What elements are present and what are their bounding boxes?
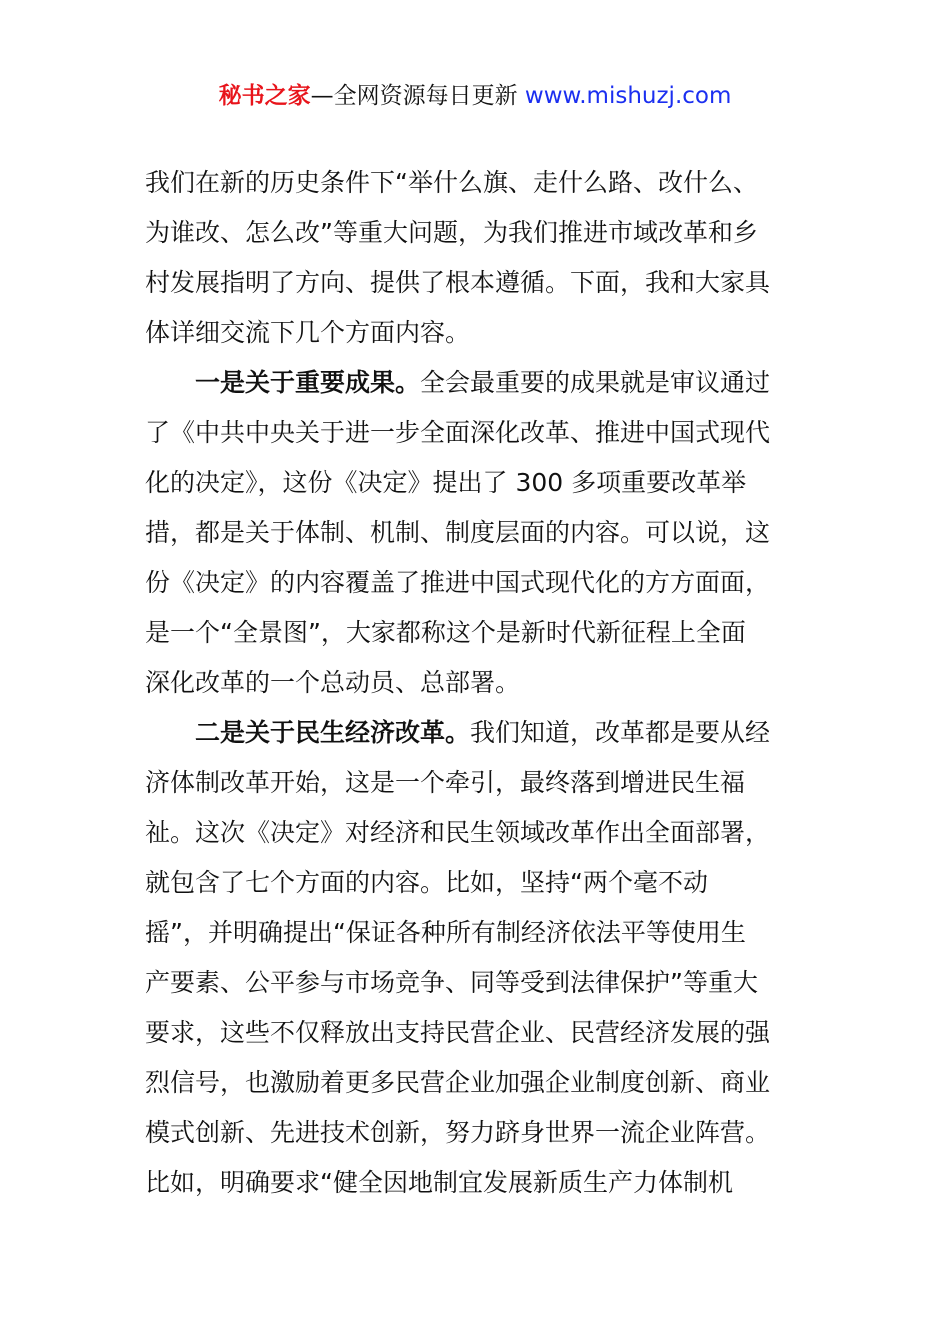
- text-line: 我们在新的历史条件下“举什么旗、走什么路、改什么、: [145, 168, 758, 197]
- text-line: 模式创新、先进技术创新，努力跻身世界一流企业阵营。: [145, 1118, 771, 1147]
- text-line: 摇”，并明确提出“保证各种所有制经济依法平等使用生: [145, 918, 746, 947]
- text-line: 是一个“全景图”，大家都称这个是新时代新征程上全面: [145, 618, 746, 647]
- text-line: 村发展指明了方向、提供了根本遵循。下面，我和大家具: [145, 268, 771, 297]
- text-line: 措，都是关于体制、机制、制度层面的内容。可以说，这: [145, 518, 771, 547]
- text-line: 深化改革的一个总动员、总部署。: [145, 668, 521, 697]
- text-line: 烈信号，也激励着更多民营企业加强企业制度创新、商业: [145, 1068, 771, 1097]
- text-line: 济体制改革开始，这是一个牵引，最终落到增进民生福: [145, 768, 746, 797]
- text-line: 体详细交流下几个方面内容。: [145, 318, 471, 347]
- site-url-link[interactable]: www.mishuzj.com: [524, 83, 732, 109]
- text-run: 我们知道，改革都是要从经: [470, 718, 771, 747]
- text-line: 份《决定》的内容覆盖了推进中国式现代化的方方面面，: [145, 568, 771, 597]
- page-header: [0, 80, 950, 112]
- text-line: 了《中共中央关于进一步全面深化改革、推进中国式现代: [145, 418, 771, 447]
- document-body: [145, 158, 785, 1208]
- text-line: 产要素、公平参与市场竞争、同等受到法律保护”等重大: [145, 968, 758, 997]
- paragraph-first-line: [145, 358, 785, 408]
- section-heading: 二是关于民生经济改革。: [195, 718, 471, 747]
- text-run: 全会最重要的成果就是审议通过: [420, 368, 771, 397]
- text-line: 化的决定》，这份《决定》提出了 300 多项重要改革举: [145, 468, 747, 497]
- header-tagline: —全网资源每日更新: [310, 83, 525, 109]
- text-line: 比如，明确要求“健全因地制宜发展新质生产力体制机: [145, 1168, 733, 1197]
- brand-name: 秘书之家: [218, 83, 311, 109]
- text-line: 要求，这些不仅释放出支持民营企业、民营经济发展的强: [145, 1018, 771, 1047]
- text-line: 祉。这次《决定》对经济和民生领域改革作出全面部署，: [145, 818, 771, 847]
- section-heading: 一是关于重要成果。: [195, 368, 421, 397]
- text-line: 就包含了七个方面的内容。比如，坚持“两个毫不动: [145, 868, 708, 897]
- text-line: 为谁改、怎么改”等重大问题，为我们推进市域改革和乡: [145, 218, 758, 247]
- paragraph-first-line: [145, 708, 785, 758]
